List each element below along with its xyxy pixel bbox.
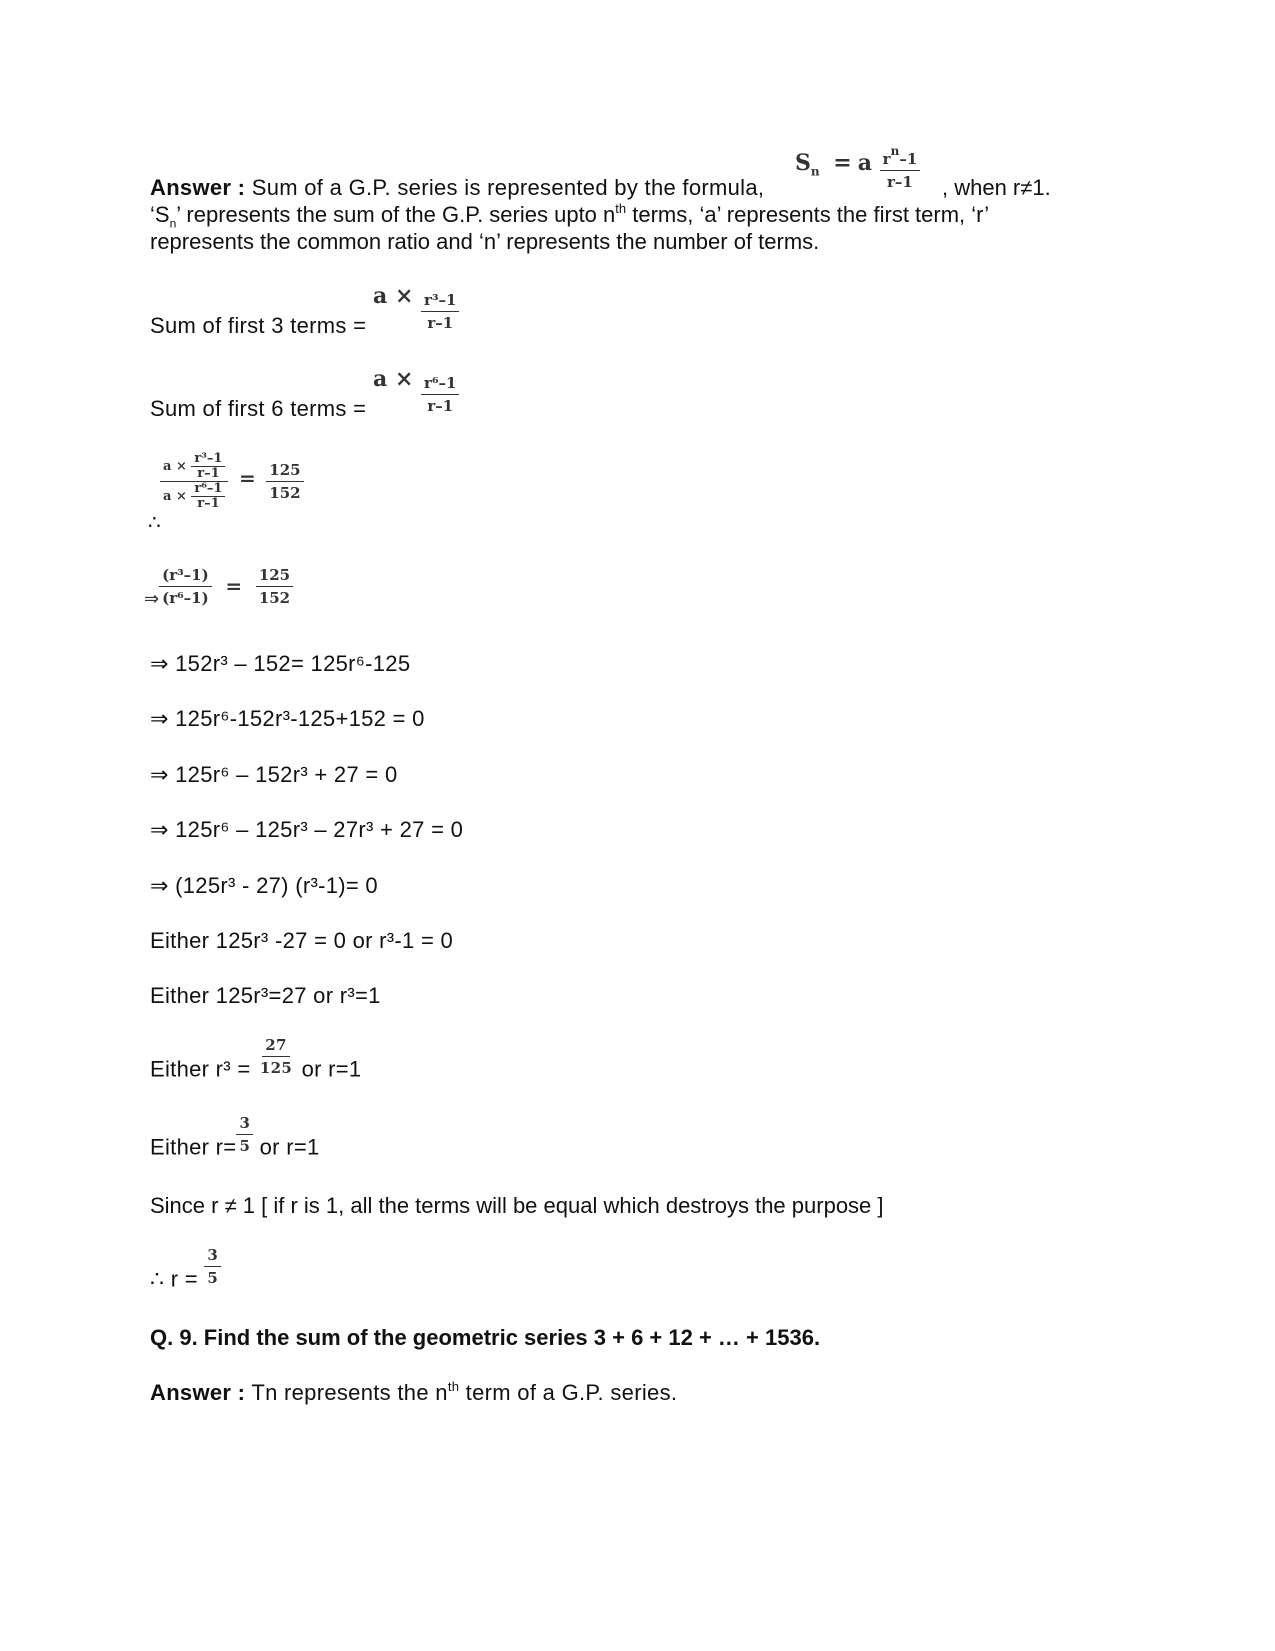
sum-3-label: Sum of first 3 terms =	[150, 313, 367, 338]
step-line: ⇒ 125r⁶-152r³-125+152 = 0	[150, 706, 425, 731]
sum-6-expression: a × $\frac{\text{r⁶–1}}{r-1}$	[373, 366, 459, 417]
definition-line-2: ‘$S_n$’ represents the sum of the G.P. series upto $n^{th}$ terms, ‘a’ represents the first term, ‘r’	[150, 201, 990, 231]
therefore-symbol-1: ∴	[148, 512, 161, 534]
since-statement: Since r ≠ 1 [ if r is 1, all the terms will be equal which destroys the purpose ]	[150, 1193, 884, 1218]
sum-3-expression: a × $\frac{\text{r³–1}}{r-1}$	[373, 283, 459, 334]
definition-line-3: represents the common ratio and ‘n’ represents the number of terms.	[150, 229, 820, 254]
step-line: ⇒ 125r⁶ – 152r³ + 27 = 0	[150, 762, 398, 787]
gp-sum-formula: $S_n = a$ $\frac{r^n-1}{r-1}$	[795, 148, 920, 193]
either-r-line: Either r= $\frac{3}{5}$ or r=1	[150, 1114, 320, 1160]
answer-2-line: Answer : Tn represents the $n^{th}$ term of a G.P. series.	[150, 1379, 678, 1405]
final-result: ∴ r = $\frac{3}{5}$	[150, 1244, 221, 1292]
formula-condition: , when r≠1.	[942, 175, 1051, 200]
step-line: Either 125r³=27 or r³=1	[150, 983, 381, 1008]
question-9: Q. 9. Find the sum of the geometric series 3 + 6 + 12 + … + 1536.	[150, 1325, 821, 1350]
answer-intro-line: Answer : Sum of a G.P. series is represented by the formula,	[150, 175, 765, 200]
step-line: Either 125r³ -27 = 0 or r³-1 = 0	[150, 928, 454, 953]
either-r-cubed-line: Either r³ = $\frac{27}{125}$ or r=1	[150, 1036, 362, 1082]
step-line: ⇒ 125r⁶ – 125r³ – 27r³ + 27 = 0	[150, 817, 464, 842]
ratio-compound-fraction: a × $\frac{\text{r³–1}}{r-1}$ a × $\frac{\text{r⁶–1}}{r-1}$ = $\frac{125}{152}$	[160, 452, 304, 511]
ratio-simplified: $_\Rightarrow$ $\frac{\text{(r³–1)}}{\text{(r⁶–1)}}$ = $\frac{125}{152}$	[144, 564, 293, 610]
step-line: ⇒ (125r³ - 27) (r³-1)= 0	[150, 873, 378, 898]
step-line: ⇒ 152r³ – 152= 125r⁶-125	[150, 651, 411, 676]
sum-6-label: Sum of first 6 terms =	[150, 396, 367, 421]
